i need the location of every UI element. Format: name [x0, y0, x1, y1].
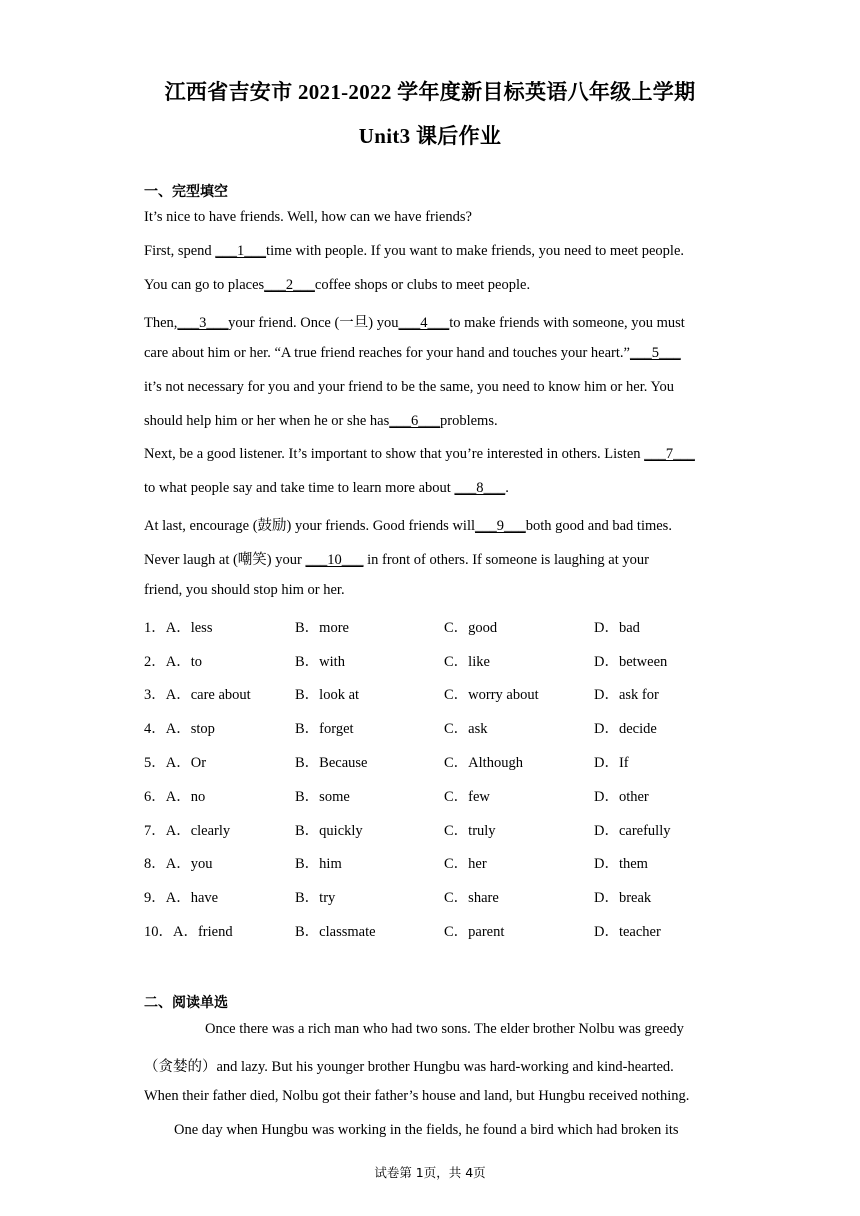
passage-line: Never laugh at (嘲笑) your ___10___ in front of others. If someone is laughing at your — [144, 552, 649, 568]
reading-line: One day when Hungbu was working in the fields, he found a bird which had broken its — [174, 1122, 679, 1138]
option-b: B．try — [295, 890, 336, 906]
option-c: C．worry about — [444, 687, 539, 703]
option-c: C．few — [444, 789, 490, 805]
option-a: 1．A．less — [144, 620, 213, 636]
blank-8: ___8___ — [454, 480, 506, 496]
option-b: B．quickly — [295, 823, 363, 839]
option-d: D．carefully — [594, 823, 671, 839]
option-d: D．teacher — [594, 924, 661, 940]
option-b: B．Because — [295, 755, 368, 771]
page-footer: 试卷第 1页，共 4页 — [374, 1165, 486, 1180]
option-b: B．more — [295, 620, 349, 636]
section-heading-cloze: 一、完型填空 — [144, 184, 228, 200]
option-a: 5．A．Or — [144, 755, 207, 771]
blank-2: ___2___ — [264, 277, 315, 293]
passage-line: Next, be a good listener. It’s important to show that you’re interested in others. Listen ___7___ — [144, 446, 695, 462]
passage-line: First, spend ___1___time with people. If you want to make friends, you need to meet people. — [144, 243, 685, 259]
passage-line: friend, you should stop him or her. — [144, 582, 345, 598]
blank-5: ___5___ — [629, 345, 681, 361]
option-d: D．If — [594, 755, 629, 771]
passage-line: it’s not necessary for you and your friend to be the same, you need to know him or her. You — [144, 379, 674, 395]
option-c: C．like — [444, 654, 490, 670]
passage-line: to what people say and take time to learn more about ___8___. — [144, 480, 509, 496]
option-c: C．share — [444, 890, 499, 906]
option-b: B．some — [295, 789, 350, 805]
option-c: C．truly — [444, 823, 496, 839]
option-b: B．classmate — [295, 924, 376, 940]
passage-line: At last, encourage (鼓励) your friends. Good friends will___9___both good and bad times. — [144, 518, 672, 534]
option-d: D．break — [594, 890, 652, 906]
option-b: B．look at — [295, 687, 360, 703]
reading-line: When their father died, Nolbu got their father’s house and land, but Hungbu received nothing. — [144, 1088, 690, 1104]
option-d: D．decide — [594, 721, 657, 737]
blank-6: ___6___ — [389, 413, 440, 429]
option-a: 2．A．to — [144, 654, 202, 670]
option-a: 8．A．you — [144, 856, 213, 872]
option-d: D．between — [594, 654, 668, 670]
blank-10: ___10___ — [305, 552, 364, 568]
passage-line: You can go to places___2___coffee shops or clubs to meet people. — [144, 277, 531, 293]
passage-line: care about him or her. “A true friend reaches for your hand and touches your heart.”___5___ — [144, 345, 681, 361]
option-a: 7．A．clearly — [144, 823, 231, 839]
option-c: C．parent — [444, 924, 505, 940]
blank-9: ___9___ — [475, 518, 526, 534]
document-title: 江西省吉安市 2021-2022 学年度新目标英语八年级上学期 — [164, 80, 696, 104]
reading-line: （贪婪的）and lazy. But his younger brother Hungbu was hard-working and kind-hearted. — [144, 1059, 674, 1075]
option-c: C．her — [444, 856, 487, 872]
option-d: D．them — [594, 856, 648, 872]
passage-line: should help him or her when he or she has___6___problems. — [144, 413, 498, 429]
option-a: 3．A．care about — [144, 687, 251, 703]
option-d: D．other — [594, 789, 649, 805]
option-a: 6．A．no — [144, 789, 206, 805]
blank-4: ___4___ — [398, 315, 450, 331]
option-b: B．him — [295, 856, 342, 872]
option-b: B．forget — [295, 721, 354, 737]
option-d: D．ask for — [594, 687, 659, 703]
option-d: D．bad — [594, 620, 640, 636]
blank-3: ___3___ — [177, 315, 229, 331]
option-a: 10．A．friend — [144, 924, 233, 940]
option-c: C．Although — [444, 755, 523, 771]
passage-line: Then,___3___your friend. Once (一旦) you___4___to make friends with someone, you must — [144, 315, 685, 331]
blank-7: ___7___ — [644, 446, 695, 462]
option-a: 9．A．have — [144, 890, 219, 906]
option-b: B．with — [295, 654, 345, 670]
option-c: C．good — [444, 620, 498, 636]
option-c: C．ask — [444, 721, 488, 737]
section-heading-reading: 二、阅读单选 — [144, 995, 228, 1011]
blank-1: ___1___ — [215, 243, 267, 259]
passage-line: It’s nice to have friends. Well, how can we have friends? — [144, 209, 472, 225]
reading-line: Once there was a rich man who had two sons. The elder brother Nolbu was greedy — [205, 1021, 684, 1037]
option-a: 4．A．stop — [144, 721, 215, 737]
document-subtitle: Unit3 课后作业 — [358, 124, 502, 148]
